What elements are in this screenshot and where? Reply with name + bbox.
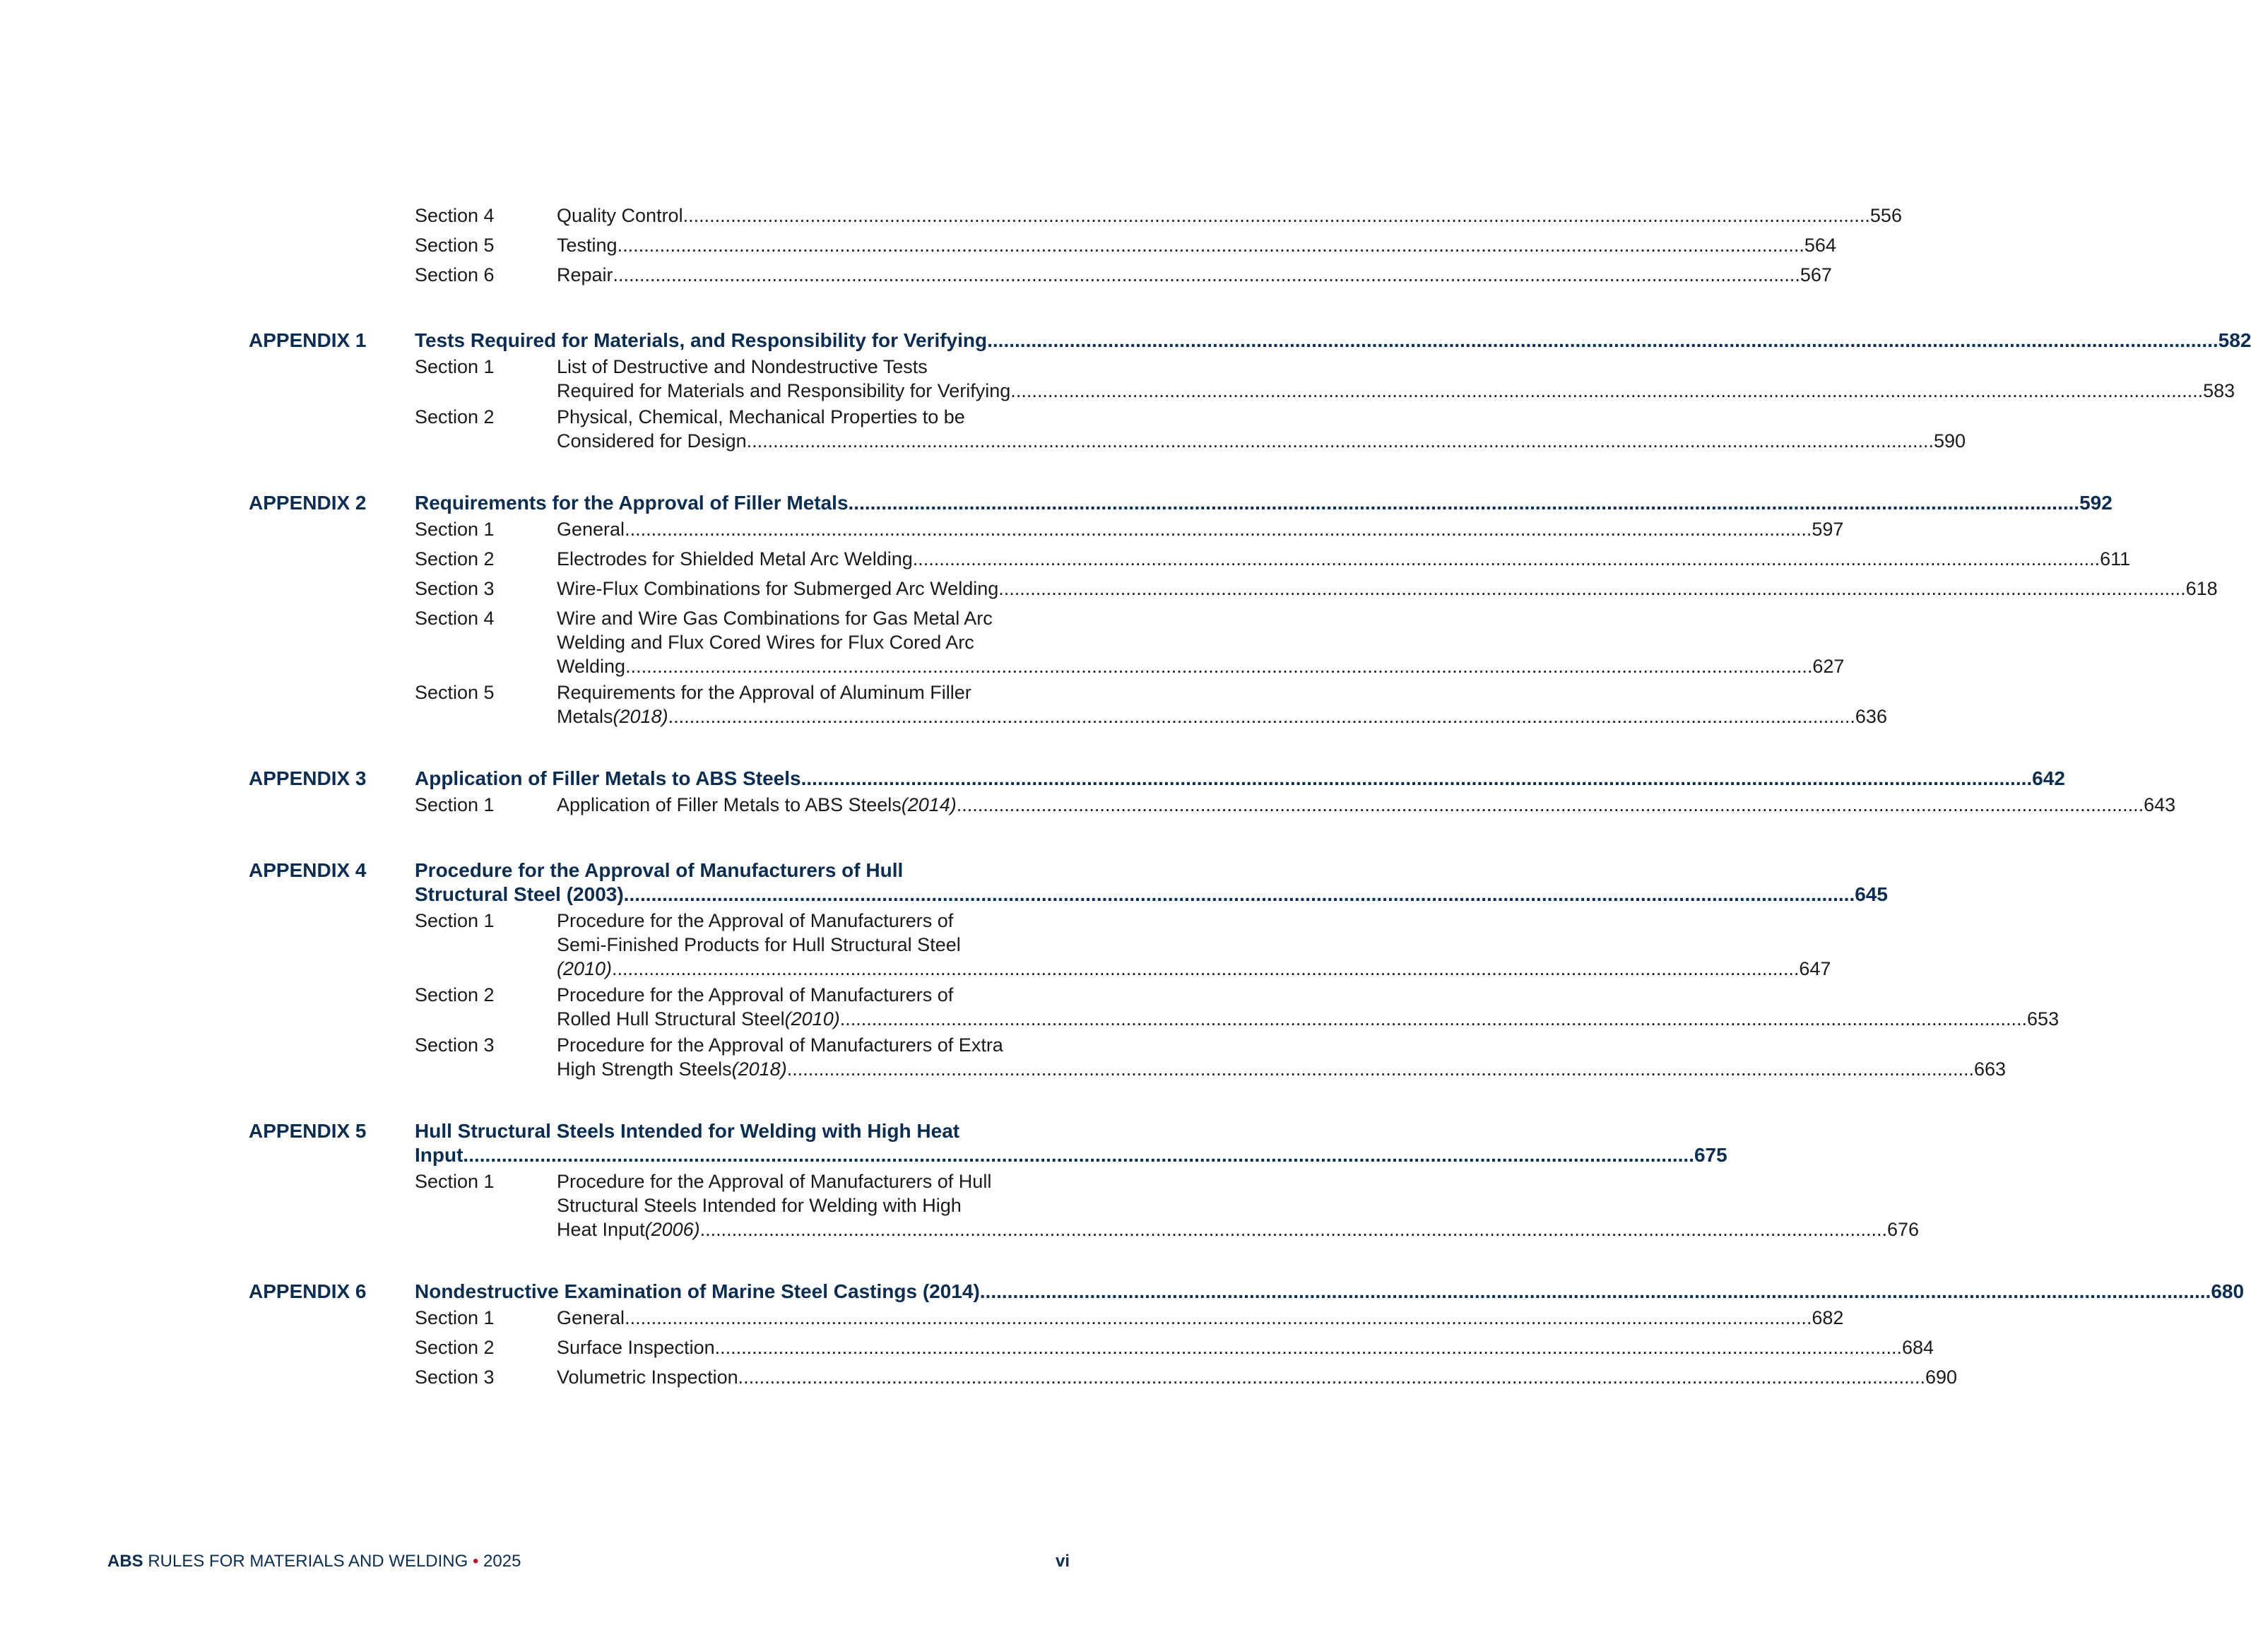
section-title-line [557, 1365, 1957, 1389]
appendix-sections [415, 907, 2060, 1081]
appendix-title-text: Nondestructive Examination of Marine Steel Castings (2014) [415, 1280, 980, 1302]
dot-leader [738, 1365, 1925, 1389]
section-title [557, 231, 1836, 257]
toc-section-entry[interactable] [415, 231, 1836, 261]
dot-leader [787, 1057, 1974, 1081]
footer-year: 2025 [478, 1552, 521, 1571]
toc-section-entry[interactable] [415, 604, 1845, 678]
section-page-number: 653 [2027, 1008, 2060, 1029]
section-title-line: Physical, Chemical, Mechanical Properties to be [557, 406, 965, 427]
appendix-sections [415, 1304, 1958, 1393]
dot-leader [618, 233, 1804, 257]
section-title [557, 678, 1887, 728]
dot-leader [463, 1143, 1694, 1167]
toc-section-entry[interactable] [415, 261, 1832, 290]
section-title-text: Quality Control [557, 205, 683, 226]
section-title [557, 353, 2235, 403]
appendix-label: APPENDIX 4 [249, 859, 367, 881]
section-page-number: 682 [1812, 1307, 1844, 1328]
section-page-number: 590 [1933, 430, 1966, 452]
section-title-line [557, 203, 1902, 228]
dot-leader [683, 203, 1870, 228]
section-title-line [557, 517, 1843, 541]
section-title-line: Procedure for the Approval of Manufacturers of Hull [557, 1171, 992, 1192]
section-page-number: 676 [1886, 1219, 1920, 1240]
toc-section-entry[interactable] [415, 201, 1902, 231]
section-title-text: General [557, 1307, 625, 1328]
section-label: Section 1 [415, 910, 495, 931]
section-page-number: 647 [1799, 958, 1831, 979]
appendix-title-line [415, 1143, 1727, 1167]
section-label: Section 2 [415, 1337, 495, 1358]
dot-leader [700, 1217, 1887, 1241]
dot-leader [613, 263, 1800, 287]
section-title-line [557, 379, 2235, 403]
footer-bullet: • [472, 1552, 479, 1571]
section-title-text: Electrodes for Shielded Metal Arc Welding [557, 548, 913, 570]
section-title [557, 1167, 1919, 1241]
section-title-line [557, 1217, 1919, 1241]
section-page-number: 636 [1855, 706, 1887, 727]
appendix-title-text: Tests Required for Materials, and Responsibility for Verifying [415, 329, 988, 351]
appendix-block [249, 1275, 2245, 1393]
appendix-label: APPENDIX 3 [249, 767, 367, 789]
dot-leader [612, 957, 1799, 981]
section-title-line: Procedure for the Approval of Manufacturers of Extra [557, 1034, 1003, 1056]
toc-section-entry[interactable] [415, 1304, 1844, 1333]
section-label: Section 1 [415, 1171, 495, 1192]
section-title [557, 574, 2218, 601]
section-label: Section 3 [415, 578, 495, 599]
section-revision-year: (2014) [901, 794, 957, 815]
appendix-label: APPENDIX 6 [249, 1280, 367, 1302]
toc-section-entry[interactable] [415, 1031, 2007, 1081]
section-title-text: Repair [557, 264, 613, 285]
appendix-heading[interactable] [249, 1115, 1727, 1167]
section-page-number: 643 [2144, 794, 2176, 815]
appendix-sections [415, 1167, 1920, 1241]
appendix-heading[interactable] [249, 487, 2113, 515]
section-title-text: Application of Filler Metals to ABS Steels [557, 794, 902, 815]
section-title-line: List of Destructive and Nondestructive Tests [557, 356, 928, 377]
leading-sections [415, 201, 1902, 290]
appendix-title-line [415, 491, 2113, 515]
section-title-line: Procedure for the Approval of Manufacturers of [557, 910, 954, 931]
section-title [557, 907, 1831, 981]
section-label: Section 1 [415, 519, 495, 540]
appendix-title-line: Hull Structural Steels Intended for Welding with High Heat [415, 1120, 960, 1142]
section-revision-year: (2018) [731, 1058, 787, 1080]
dot-leader [998, 577, 2185, 601]
section-title-text: Testing [557, 235, 618, 256]
section-title-line: Requirements for the Approval of Aluminum Filler [557, 682, 971, 703]
dot-leader [801, 767, 2033, 791]
appendix-title-text: Requirements for the Approval of Filler Metals [415, 492, 849, 514]
toc-section-entry[interactable] [415, 1363, 1958, 1393]
table-of-contents [249, 201, 2251, 1393]
appendix-block [249, 762, 2176, 820]
section-title [557, 261, 1832, 287]
appendix-title [415, 762, 2065, 791]
appendix-title-text: Input [415, 1144, 463, 1166]
section-page-number: 564 [1804, 235, 1836, 256]
section-title [557, 1363, 1957, 1389]
appendix-title [415, 324, 2251, 353]
section-label: Section 4 [415, 205, 495, 226]
appendix-heading[interactable] [249, 324, 2251, 353]
dot-leader [1016, 379, 2203, 403]
dot-leader [913, 547, 2100, 571]
footer-title [107, 1552, 521, 1571]
section-title-line [557, 547, 2130, 571]
toc-section-entry[interactable] [415, 515, 1844, 545]
section-revision-year: (2006) [644, 1219, 700, 1240]
section-title-line [557, 263, 1832, 287]
page-number: vi [1055, 1552, 1070, 1571]
section-label: Section 5 [415, 682, 495, 703]
appendix-title [415, 487, 2113, 515]
section-title-text: Rolled Hull Structural Steel [557, 1008, 785, 1029]
section-label: Section 1 [415, 1307, 495, 1328]
appendix-list [249, 324, 2251, 1393]
dot-leader [668, 704, 1855, 728]
section-title-text: Metals [557, 706, 613, 727]
section-page-number: 567 [1800, 264, 1832, 285]
toc-section-entry[interactable] [415, 678, 1887, 728]
appendix-title-line [415, 329, 2251, 353]
appendix-block [249, 324, 2251, 453]
section-title-text: General [557, 519, 625, 540]
section-title-line: Structural Steels Intended for Welding with High [557, 1195, 962, 1216]
section-title-text: Welding [557, 656, 626, 677]
section-label: Section 2 [415, 406, 495, 427]
appendix-heading[interactable] [249, 762, 2065, 791]
section-label: Section 5 [415, 235, 495, 256]
footer-brand: ABS [107, 1552, 143, 1571]
dot-leader [987, 329, 2218, 353]
section-label: Section 3 [415, 1367, 495, 1388]
section-title-line: Procedure for the Approval of Manufacturers of [557, 984, 954, 1005]
section-title [557, 1031, 2006, 1081]
section-title-text: Heat Input [557, 1219, 645, 1240]
appendix-title [415, 1275, 2244, 1304]
dot-leader [849, 491, 2080, 515]
appendix-block [249, 487, 2218, 728]
section-label: Section 6 [415, 264, 495, 285]
section-title-line [557, 654, 1844, 678]
section-title [557, 604, 1844, 678]
appendix-sections [415, 791, 2176, 820]
section-title-text: Wire-Flux Combinations for Submerged Arc Welding [557, 578, 999, 599]
section-title-line [557, 793, 2175, 817]
section-title-line [557, 1335, 1934, 1359]
section-title-text: Considered for Design [557, 430, 747, 452]
appendix-label: APPENDIX 5 [249, 1120, 367, 1142]
section-title [557, 1333, 1934, 1359]
section-page-number: 583 [2203, 380, 2235, 401]
section-revision-year: (2018) [613, 706, 668, 727]
page-footer [107, 1552, 1070, 1571]
section-revision-year: (2010) [557, 958, 613, 979]
section-title-line [557, 704, 1887, 728]
section-title-line [557, 233, 1836, 257]
section-title-line: Wire and Wire Gas Combinations for Gas Metal Arc [557, 608, 993, 629]
section-label: Section 2 [415, 984, 495, 1005]
appendix-label: APPENDIX 2 [249, 492, 367, 514]
section-title-line [557, 577, 2218, 601]
toc-section-entry[interactable] [415, 353, 2235, 403]
appendix-page-number: 680 [2211, 1280, 2245, 1302]
toc-section-entry[interactable] [415, 1167, 1920, 1241]
toc-section-entry[interactable] [415, 1333, 1934, 1363]
footer-doc-title: RULES FOR MATERIALS AND WELDING [143, 1552, 473, 1571]
section-title [557, 515, 1843, 541]
section-title [557, 545, 2130, 571]
appendix-page-number: 592 [2079, 492, 2113, 514]
toc-section-entry[interactable] [415, 981, 2060, 1031]
appendix-title-line [415, 767, 2065, 791]
section-label: Section 1 [415, 356, 495, 377]
dot-leader [980, 1280, 2211, 1304]
section-title [557, 201, 1902, 228]
dot-leader [624, 883, 1855, 907]
section-title-text: Required for Materials and Responsibility for Verifying. [557, 380, 1016, 401]
section-title-line [557, 1057, 2006, 1081]
section-label: Section 4 [415, 608, 495, 629]
appendix-heading[interactable] [249, 854, 1888, 907]
section-title-line [557, 957, 1831, 981]
section-title-line: Semi-Finished Products for Hull Structural Steel [557, 934, 961, 955]
dot-leader [840, 1007, 2027, 1031]
toc-section-entry[interactable] [415, 545, 2131, 574]
dot-leader [715, 1335, 1902, 1359]
appendix-page-number: 642 [2032, 767, 2065, 789]
section-label: Section 1 [415, 794, 495, 815]
dot-leader [747, 429, 1934, 453]
section-title-line [557, 429, 1966, 453]
section-page-number: 690 [1925, 1367, 1958, 1388]
section-title [557, 403, 1966, 453]
appendix-heading[interactable] [249, 1275, 2245, 1304]
section-page-number: 611 [2100, 548, 2131, 570]
section-revision-year: (2010) [784, 1008, 840, 1029]
section-title-text: Surface Inspection [557, 1337, 715, 1358]
appendix-page-number: 675 [1694, 1144, 1727, 1166]
section-title-text: High Strength Steels [557, 1058, 732, 1080]
dot-leader [625, 517, 1812, 541]
appendix-sections [415, 353, 2235, 453]
toc-section-entry[interactable] [415, 907, 1831, 981]
section-title-line [557, 1306, 1843, 1330]
section-title-line [557, 1007, 2059, 1031]
appendix-page-number: 582 [2218, 329, 2251, 351]
section-page-number: 684 [1901, 1337, 1934, 1358]
appendix-page-number: 645 [1855, 883, 1888, 905]
section-title-line: Welding and Flux Cored Wires for Flux Cored Arc [557, 632, 974, 653]
section-page-number: 556 [1869, 205, 1902, 226]
section-title [557, 981, 2059, 1031]
appendix-label: APPENDIX 1 [249, 329, 367, 351]
toc-section-entry[interactable] [415, 403, 1966, 453]
appendix-title-line: Procedure for the Approval of Manufacturers of Hull [415, 859, 904, 881]
appendix-title-line [415, 883, 1888, 907]
appendix-title [415, 854, 1888, 907]
appendix-title [415, 1115, 1727, 1167]
dot-leader [625, 654, 1812, 678]
appendix-title-text: Application of Filler Metals to ABS Steels [415, 767, 801, 789]
section-title [557, 791, 2175, 817]
section-page-number: 618 [2185, 578, 2218, 599]
appendix-block [249, 1115, 1920, 1241]
section-title [557, 1304, 1843, 1330]
section-title-text: Volumetric Inspection [557, 1367, 738, 1388]
section-page-number: 663 [1974, 1058, 2007, 1080]
toc-section-entry[interactable] [415, 791, 2176, 820]
section-label: Section 3 [415, 1034, 495, 1056]
section-page-number: 627 [1812, 656, 1845, 677]
section-label: Section 2 [415, 548, 495, 570]
appendix-block [249, 854, 2060, 1081]
toc-section-entry[interactable] [415, 574, 2218, 604]
section-page-number: 597 [1812, 519, 1844, 540]
appendix-sections [415, 515, 2218, 728]
dot-leader [957, 793, 2144, 817]
appendix-title-text: Structural Steel (2003) [415, 883, 624, 905]
dot-leader [625, 1306, 1812, 1330]
appendix-title-line [415, 1280, 2244, 1304]
